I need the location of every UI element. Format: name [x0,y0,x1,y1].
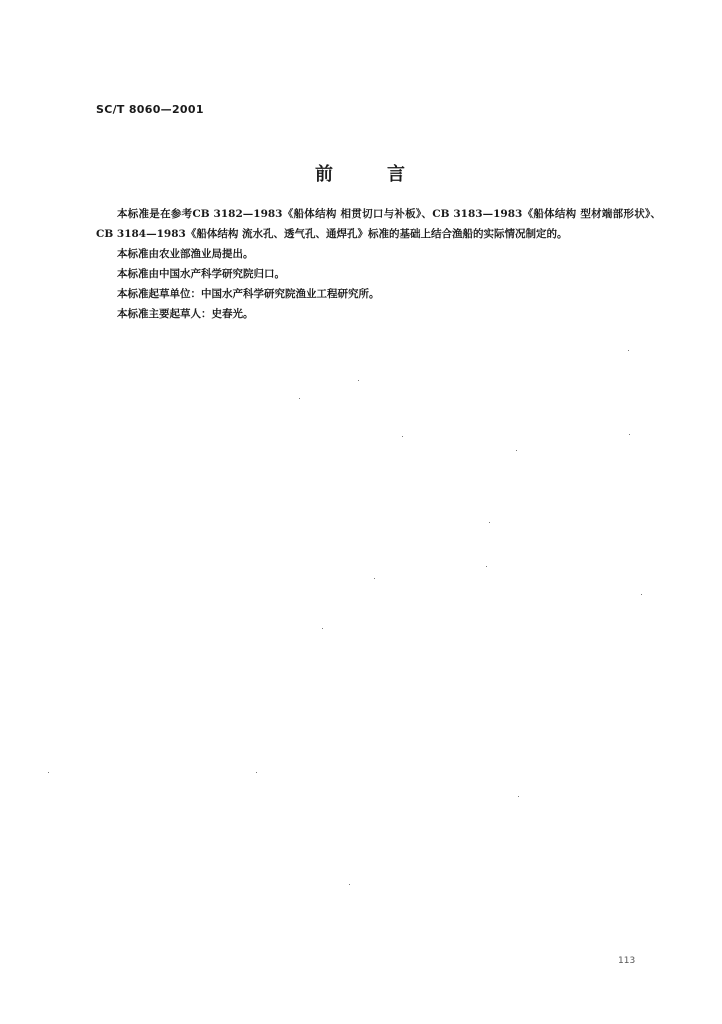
title-char-2: 言 [387,164,407,185]
paragraph-basis: 本标准是在参考CB 3182—1983《船体结构 相贯切口与补板》、CB 3183—1983《船体结构 型材端部形状》、CB 3184—1983《船体结构 流水孔、透气孔、通焊孔》标准的基础上结合渔船的实际情况制定的。 [96,208,661,240]
title-char-1: 前 [315,164,335,185]
paragraph-proposer: 本标准由农业部渔业局提出。 [117,248,254,260]
foreword-body [96,204,661,324]
paragraph-administrator: 本标准由中国水产科学研究院归口。 [117,268,285,280]
scan-speck [402,436,403,437]
scan-speck [48,772,49,773]
paragraph-drafter: 本标准主要起草人：史春光。 [117,308,254,320]
scan-speck [489,522,490,523]
scan-speck [486,566,487,567]
scan-speck [322,628,323,629]
scan-speck [516,450,517,451]
scan-speck [641,594,642,595]
scan-speck [256,772,257,773]
scan-speck [629,434,630,435]
scan-speck [358,380,359,381]
standard-code: SC/T 8060—2001 [96,103,204,116]
scan-speck [349,884,350,885]
page-number: 113 [618,956,636,966]
scan-speck [299,398,300,399]
paragraph-drafting-unit: 本标准起草单位：中国水产科学研究院渔业工程研究所。 [117,288,380,300]
scan-speck [628,350,629,351]
scan-speck [518,796,519,797]
page-title [0,160,722,186]
scan-speck [374,578,375,579]
